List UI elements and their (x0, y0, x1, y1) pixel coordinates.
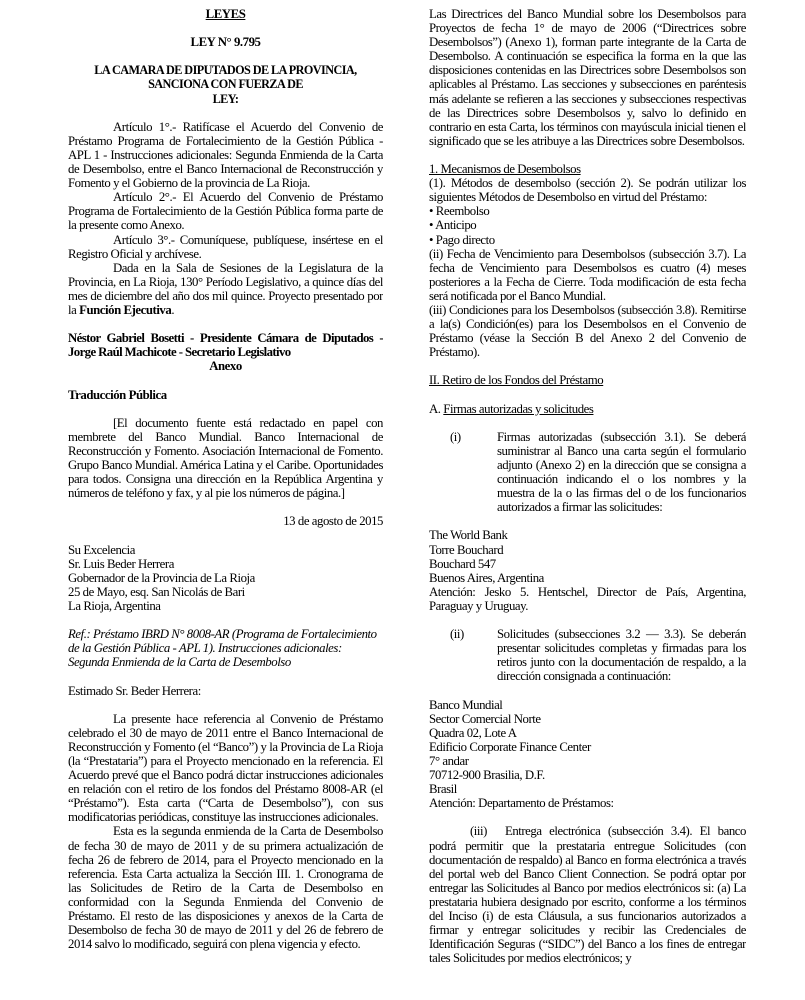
address-line: Bouchard 547 (429, 556, 496, 571)
address-line: Atención: Departamento de Préstamos: (429, 796, 614, 811)
signature-line2: Jorge Raúl Machicote - Secretario Legislativo (68, 345, 291, 360)
address-line: Sector Comercial Norte (429, 711, 541, 726)
salutation: Estimado Sr. Beder Herrera: (68, 683, 201, 698)
list-marker-iii: (iii) (470, 824, 487, 839)
metodos-desembolso-paragraph: (1). Métodos de desembolso (sección 2). Se podrán utilizar los siguientes Métodos de Desembolso en virtud del Préstamo: (429, 176, 746, 205)
recipient-line: 25 de Mayo, esq. San Nicolás de Bari (68, 584, 245, 599)
address-line: Quadra 02, Lote A (429, 725, 517, 740)
address-line: 7° andar (429, 753, 469, 768)
condiciones-desembolsos-paragraph: (iii) Condiciones para los Desembolsos (subsección 3.8). Remitirse a la(s) Condición(es) para los Desembolsos en el Convenio de Préstamo (véase la Sección B del Anexo 2 del Convenio de Préstamo). (429, 302, 746, 360)
entrega-electronica-paragraph (429, 824, 746, 965)
reference-line: Ref.: Préstamo IBRD N° 8008-AR (Programa de Fortalecimiento (68, 627, 377, 642)
address-line: Torre Bouchard (429, 542, 504, 557)
bullet-item-reembolso: • Reembolso (429, 204, 490, 219)
chamber-heading-line2: SANCIONA CON FUERZA DE (148, 77, 303, 92)
signature-line1: Néstor Gabriel Bosetti - Presidente Cámara de Diputados - (68, 331, 383, 346)
recipient-block (68, 543, 383, 613)
entrega-electronica-text: Entrega electrónica (subsección 3.4). El banco podrá permitir que la prestataria entregue Solicitudes (con documentación de respaldo) al Banco en forma electrónica a través del portal web del Banco Client Connection. Se podrá optar por entregar las Solicitudes al Banco por medios electrónicos si: (a) La prestataria hubiera designado por escrito, conforme a los términos del Inciso (i) de esta Cláusula, a sus funcionarios autorizados a firmar y entregar solicitudes y recibir las Credenciales de Identificación Seguras (“SIDC”) del Banco a los fines de entregar tales Solicitudes por medios electrónicos; y (429, 824, 746, 966)
chamber-heading-line3: LEY: (212, 91, 239, 106)
recipient-line: Gobernador de la Provincia de La Rioja (68, 570, 255, 585)
banco-mundial-address-block (429, 698, 746, 811)
address-line: Edificio Corporate Finance Center (429, 739, 591, 754)
world-bank-address-block (429, 528, 746, 613)
fecha-vencimiento-paragraph: (ii) Fecha de Vencimiento para Desembolsos (subsección 3.7). La fecha de Vencimiento para Desembolsos es cuatro (4) meses posteriores a la Fecha de Cierre. Toda modificación de esta fecha será notificada por el Banco Mundial. (429, 246, 746, 303)
address-line: The World Bank (429, 528, 508, 543)
enactment-paragraph (68, 261, 383, 317)
letter-paragraph-2: Esta es la segunda enmienda de la Carta de Desembolso de fecha 30 de mayo de 2011 y de su primera actualización de fecha 26 de febrero de 2014, para el Proyecto mencionado en la referencia. Esta Carta actualiza la Sección III. 1. Cronograma de las Solicitudes de Retiro de la Carta de Desembolso en conformidad con la Segunda Enmienda del Convenio de Préstamo. El resto de las disposiciones y anexos de la Carta de Desembolso de fecha 30 de mayo de 2011 y del 26 de febrero de 2014 salvo lo modificado, seguirá con plena vigencia y efecto. (68, 824, 383, 952)
list-marker-i: (i) (450, 429, 461, 444)
bullet-item-anticipo: • Anticipo (429, 218, 477, 233)
subsection-a-prefix: A. (429, 401, 444, 416)
traduccion-publica-heading: Traducción Pública (68, 387, 167, 402)
funcion-ejecutiva-bold: Función Ejecutiva (79, 302, 172, 317)
recipient-line: Sr. Luis Beder Herrera (68, 556, 174, 571)
recipient-line: Su Excelencia (68, 542, 135, 557)
anexo-heading: Anexo (209, 359, 242, 374)
article-3-paragraph: Artículo 3°.- Comuníquese, publíquese, insértese en el Registro Oficial y archívese. (68, 232, 383, 261)
recipient-line: La Rioja, Argentina (68, 598, 161, 613)
article-2-paragraph: Artículo 2°.- El Acuerdo del Convenio de Préstamo Programa de Fortalecimiento de la Gestión Pública forma parte de la presente como Anexo. (68, 190, 383, 233)
address-line: 70712-900 Brasilia, D.F. (429, 768, 545, 783)
address-attention-line: Atención: Jesko 5. Hentschel, Director de País, Argentina, Paraguay y Uruguay. (429, 584, 746, 613)
reference-line: de la Gestión Pública - APL 1). Instrucciones adicionales: (68, 641, 342, 656)
section-1-heading: 1. Mecanismos de Desembolsos (429, 162, 581, 177)
chamber-heading-line1: LA CAMARA DE DIPUTADOS DE LA PROVINCIA, (94, 63, 357, 78)
address-line: Buenos Aires, Argentina (429, 570, 544, 585)
list-item-i (429, 430, 746, 515)
directrices-intro-paragraph: Las Directrices del Banco Mundial sobre los Desembolsos para Proyectos de fecha 1° de mayo de 2006 (“Directrices sobre Desembolsos”) (Anexo 1), forman parte integrante de la Carta de Desembolso. A continuación se especifica la forma en la que las disposiciones contenidas en las Directrices sobre Desembolsos son aplicables al Préstamo. Las secciones y subsecciones en paréntesis más adelante se refieren a las secciones y subsecciones respectivas de las Directrices sobre Desembolsos y, salvo lo definido en contrario en esta Carta, los términos con mayúscula inicial tienen el significado que se les atribuye a las Directrices sobre Desembolsos. (429, 7, 746, 148)
letter-paragraph-1: La presente hace referencia al Convenio de Préstamo celebrado el 30 de mayo de 2011 entre el Banco Internacional de Reconstrucción y Fomento (el “Banco”) y la Provincia de La Rioja (la “Prestataria”) para el Proyecto mencionado en la referencia. El Acuerdo prevé que el Banco podrá dictar instrucciones adicionales en relación con el retiro de los fondos del Préstamo 8008-AR (el “Préstamo”). Esta carta (“Carta de Desembolso”), con sus modificatorias periódicas, constituye las instrucciones adicionales. (68, 711, 383, 825)
reference-line: Segunda Enmienda de la Carta de Desembolso (68, 655, 291, 670)
enactment-period: . (171, 302, 175, 317)
bullet-item-pago-directo: • Pago directo (429, 232, 495, 247)
article-1-paragraph: Artículo 1°.- Ratifícase el Acuerdo del Convenio de Préstamo Programa de Fortalecimiento de la Gestión Pública - APL 1 - Instrucciones adicionales: Segunda Enmienda de la Carta de Desembolso, entre el Banco Internacional de Reconstrucción y Fomento y el Gobierno de la provincia de La Rioja. (68, 119, 383, 191)
law-number-heading: LEY N° 9.795 (190, 35, 261, 50)
address-line: Banco Mundial (429, 697, 503, 712)
address-line: Brasil (429, 782, 457, 797)
subsection-a-heading (429, 402, 746, 416)
letter-date: 13 de agosto de 2015 (283, 514, 383, 529)
enactment-text: Dada en la Sala de Sesiones de la Legislatura de la Provincia, en La Rioja, 130° Período Legislativo, a quince días del mes de diciembre del año dos mil quince. Proyecto presentado por la (68, 260, 383, 317)
section-2-heading: II. Retiro de los Fondos del Préstamo (429, 373, 604, 388)
subsection-a-title: Firmas autorizadas y solicitudes (443, 401, 594, 416)
list-item-ii-text: Solicitudes (subsecciones 3.2 — 3.3). Se deberán presentar solicitudes completas y firmadas para los retiros junto con la documentación de respaldo, a la dirección consignada a continuación: (497, 627, 746, 684)
list-marker-ii: (ii) (450, 627, 464, 642)
section-title-leyes: LEYES (205, 7, 246, 21)
list-item-i-text: Firmas autorizadas (subsección 3.1). Se deberá suministrar al Banco una carta según el formulario adjunto (Anexo 2) en la dirección que se consigna a continuación indicando el o los nombres y la muestra de la o las firmas del o de los funcionarios autorizados a firmar las solicitudes: (497, 429, 746, 515)
list-item-ii (429, 627, 746, 683)
source-note-paragraph: [El documento fuente está redactado en papel con membrete del Banco Mundial. Banco Internacional de Reconstrucción y Fomento. Asociación Internacional de Fomento. Grupo Banco Mundial. América Latina y el Caribe. Oportunidades para todos. Consigna una dirección en la República Argentina y números de teléfono y fax, y al pie los números de página.] (68, 415, 383, 501)
right-column (429, 7, 746, 1000)
left-column (68, 7, 383, 1000)
reference-block (68, 627, 383, 669)
